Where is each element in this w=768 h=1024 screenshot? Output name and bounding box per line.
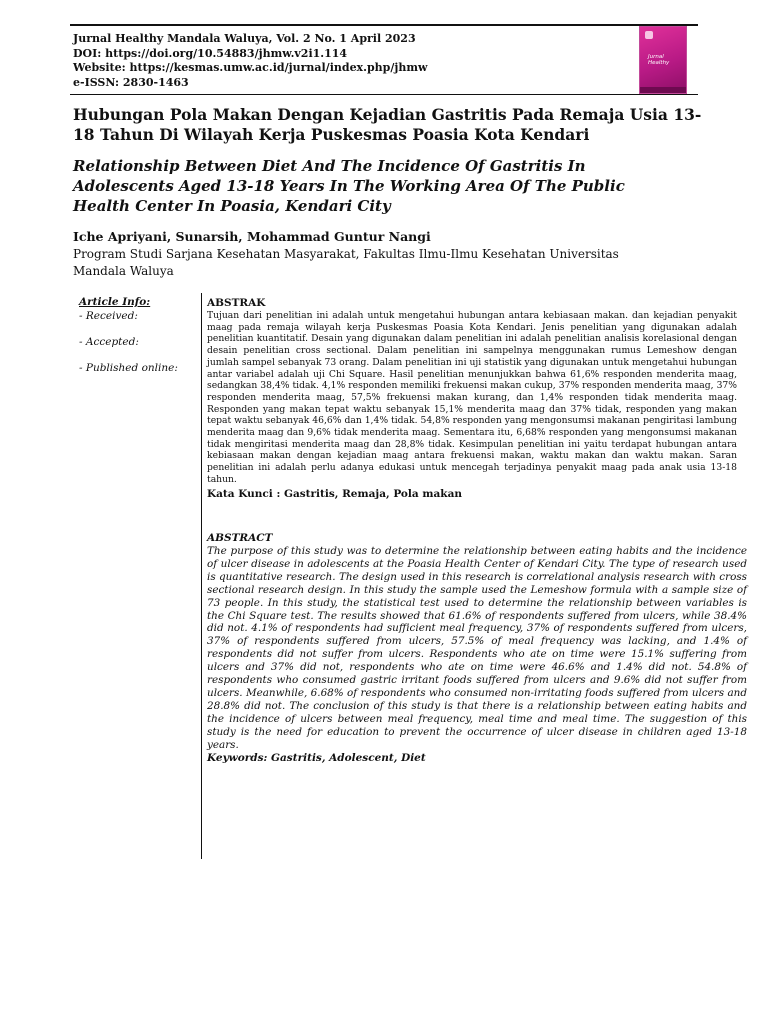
column-divider [201,293,202,859]
abstract-body: The purpose of this study was to determine the relationship between eating habits and the incidence of ulcer disease in adolescents at the Poasia Health Center of Kendari City. The type of research used is quantitative research. The design used in this research is correlational analysis research with cross sectional research design. In this study the sample used the Lemeshow formula with a sample size of 73 people. In this study, the statistical test used to determine the relationship between variables is the Chi Square test. The results showed that 61.6% of respondents suffered from ulcers, while 38.4% did not. 4.1% of respondents had sufficient meal frequency, 37% of respondents suffered from ulcers, 37% of respondents suffered from ulcers, 57.5% of meal frequency was lacking, and 1.4% of respondents did not suffer from ulcers. Respondents who ate on time were 15.1% suffering from ulcers and 37% did not, respondents who ate on time were 46.6% and 1.4% did not. 54.8% of respondents who consumed gastric irritant foods suffered from ulcers and 9.6% did not suffer from ulcers. Meanwhile, 6.68% of respondents who consumed non-irritating foods suffered from ulcers and 28.8% did not. The conclusion of this study is that there is a relationship between eating habits and the incidence of ulcers between meal frequency, meal time and meal time. The suggestion of this study is the need for education to prevent the occurrence of ulcer disease in children aged 13-18 years. [207,545,747,751]
article-info-published: - Published online: [79,362,178,374]
cover-stripe [640,87,686,93]
abstrak-section [207,297,737,500]
abstrak-keywords: Kata Kunci : Gastritis, Remaja, Pola makan [207,487,463,500]
article-info-title: Article Info: [79,296,151,308]
journal-doi: DOI: https://doi.org/10.54883/jhmw.v2i1.114 [73,46,348,60]
title-english: Relationship Between Diet And The Incidence Of Gastritis In Adolescents Aged 13-18 Years In The Working Area Of The Public Health Center In Poasia, Kendari City [73,157,625,215]
abstract-heading: ABSTRACT [207,532,273,544]
authors: Iche Apriyani, Sunarsih, Mohammad Guntur Nangi [73,229,431,244]
abstract-section [207,532,747,764]
abstract-keywords: Keywords: Gastritis, Adolescent, Diet [207,751,426,764]
title-indonesian: Hubungan Pola Makan Dengan Kejadian Gastritis Pada Remaja Usia 13-18 Tahun Di Wilayah Kerja Puskesmas Poasia Kota Kendari [73,105,702,144]
journal-cover-image [640,27,686,93]
cover-title: Jurnal Healthy [648,54,670,66]
cover-badge [645,31,653,39]
journal-issn: e-ISSN: 2830-1463 [73,75,189,89]
article-info-received: - Received: [79,310,138,322]
affiliation: Program Studi Sarjana Kesehatan Masyarakat, Fakultas Ilmu-Ilmu Kesehatan Universitas Mandala Waluya [73,247,619,278]
article-info-accepted: - Accepted: [79,336,139,348]
abstrak-heading: ABSTRAK [207,297,266,309]
journal-website: Website: https://kesmas.umw.ac.id/jurnal/index.php/jhmw [73,61,428,75]
header-top-rule [70,24,698,26]
header-bottom-rule [70,94,698,95]
journal-header [73,32,633,90]
journal-citation: Jurnal Healthy Mandala Waluya, Vol. 2 No. 1 April 2023 [73,32,416,45]
abstrak-body: Tujuan dari penelitian ini adalah untuk mengetahui hubungan antara kebiasaan makan. dan kejadian penyakit maag pada remaja wilayah kerja Puskesmas Poasia Kota Kendari. Jenis penelitian yang digunakan adalah penelitian kuantitatif. Desain yang digunakan dalam penelitian ini adalah penelitian analisis korelasional dengan desain penelitian cross sectional. Dalam penelitian ini sampelnya menggunakan rumus Lemeshow dengan jumlah sampel sebanyak 73 orang. Dalam penelitian ini uji statistik yang digunakan untuk mengetahui hubungan antar variabel adalah uji Chi Square. Hasil penelitian menunjukkan bahwa 61,6% responden menderita maag, sedangkan 38,4% tidak. 4,1% responden memiliki frekuensi makan cukup, 37% responden menderita maag, 37% responden menderita maag, 57,5% frekuensi makan kurang, dan 1,4% responden tidak menderita maag. Responden yang makan tepat waktu sebanyak 15,1% menderita maag dan 37% tidak, responden yang makan tepat waktu sebanyak 46,6% dan 1,4% tidak. 54,8% responden yang mengonsumsi makanan pengiritasi lambung menderita maag dan 9,6% tidak menderita maag. Sementara itu, 6,68% responden yang mengonsumsi makanan tidak mengiritasi menderita maag dan 28,8% tidak. Kesimpulan penelitian ini yaitu terdapat hubungan antara kebiasaan makan dengan kejadian maag antara frekuensi makan, waktu makan dan waktu makan. Saran penelitian ini adalah perlu adanya edukasi untuk mencegah terjadinya penyakit maag pada anak usia 13-18 tahun. [207,310,737,485]
article-info [79,296,199,388]
